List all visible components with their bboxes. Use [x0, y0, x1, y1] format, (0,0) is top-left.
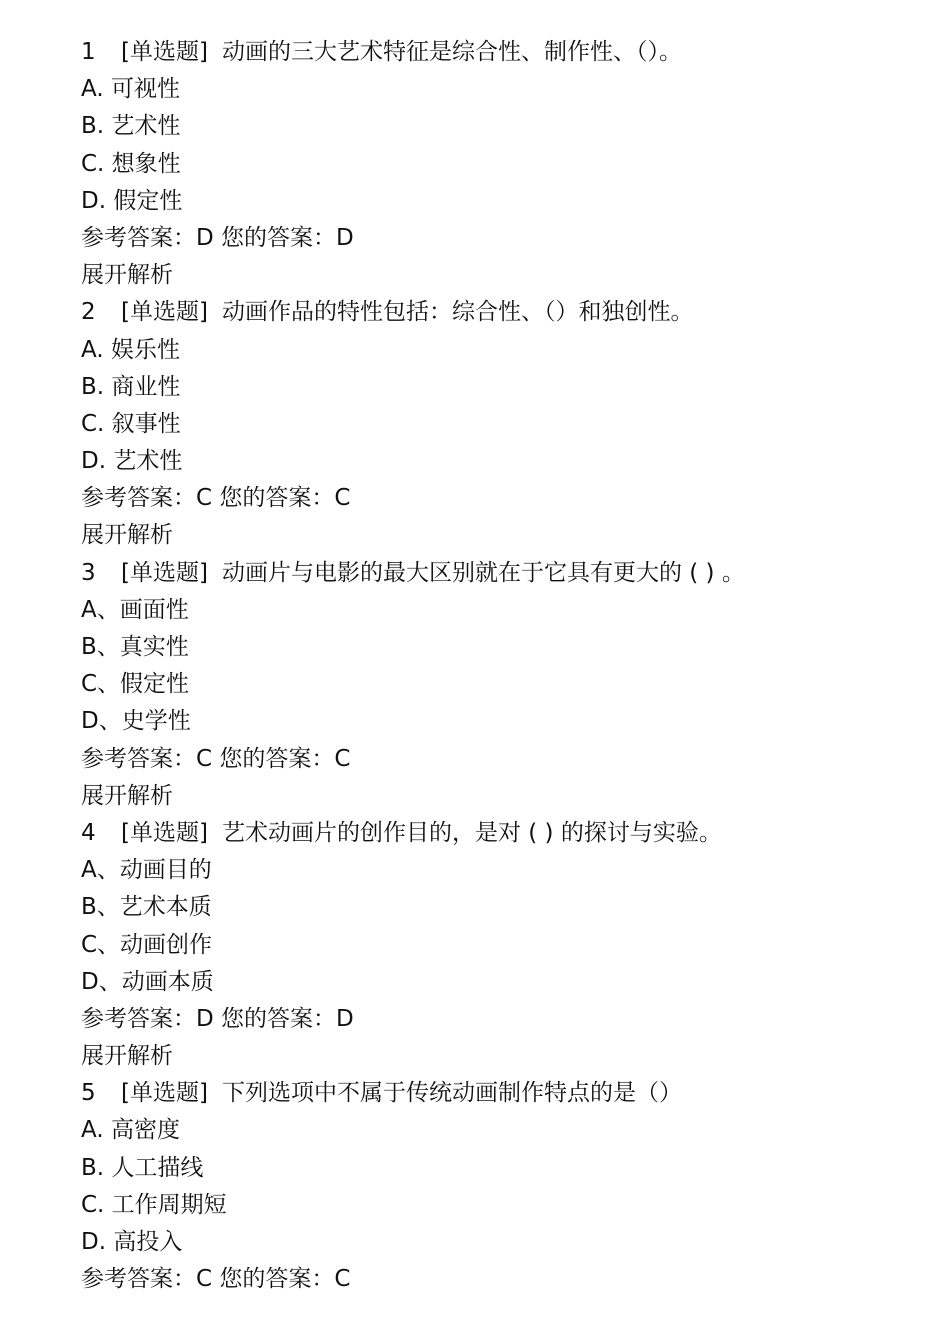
option-a[interactable]: A. 可视性: [81, 76, 180, 103]
question-4: [81, 815, 921, 1075]
option-d[interactable]: D. 高投入: [81, 1229, 183, 1255]
question-number: 2: [81, 299, 96, 326]
option-d[interactable]: D、史学性: [81, 708, 191, 735]
answer-line: 参考答案：D 您的答案：D: [81, 1005, 354, 1032]
option-c[interactable]: C. 叙事性: [81, 410, 181, 437]
option-c[interactable]: C. 工作周期短: [81, 1191, 227, 1218]
option-b[interactable]: B、艺术本质: [81, 894, 212, 921]
question-stem: [81, 815, 921, 852]
question-2: [81, 294, 921, 554]
expand-analysis-link[interactable]: 展开解析: [81, 782, 173, 809]
question-type: [单选题]: [121, 39, 208, 65]
option-c[interactable]: C. 想象性: [81, 150, 181, 177]
answer-line: 参考答案：C 您的答案：C: [81, 485, 351, 512]
option-a[interactable]: A. 高密度: [81, 1117, 180, 1144]
question-stem: [81, 555, 921, 592]
question-type: [单选题]: [121, 819, 208, 846]
option-a[interactable]: A、画面性: [81, 596, 189, 623]
question-type: [单选题]: [121, 559, 208, 586]
option-c[interactable]: C、动画创作: [81, 931, 213, 958]
question-type: [单选题]: [121, 299, 208, 326]
question-text: 动画作品的特性包括：综合性、（）和独创性。: [221, 299, 694, 326]
question-stem: [81, 34, 921, 71]
option-d[interactable]: D. 艺术性: [81, 448, 183, 475]
question-5: [81, 1075, 921, 1298]
answer-line: 参考答案：C 您的答案：C: [81, 745, 351, 772]
answer-line: 参考答案：D 您的答案：D: [81, 224, 354, 251]
question-number: 4: [81, 819, 96, 846]
expand-analysis-link[interactable]: 展开解析: [81, 522, 173, 549]
question-text: 动画的三大艺术特征是综合性、制作性、（）。: [221, 39, 682, 65]
option-b[interactable]: B. 人工描线: [81, 1154, 204, 1181]
question-stem: [81, 1075, 921, 1112]
option-c[interactable]: C、假定性: [81, 671, 190, 698]
option-b[interactable]: B. 艺术性: [81, 113, 181, 140]
question-3: [81, 555, 921, 815]
question-list: [81, 34, 921, 1298]
option-d[interactable]: D、动画本质: [81, 968, 214, 995]
answer-line: 参考答案：C 您的答案：C: [81, 1266, 351, 1293]
expand-analysis-link[interactable]: 展开解析: [81, 1043, 173, 1070]
option-d[interactable]: D. 假定性: [81, 187, 183, 214]
question-number: 3: [81, 559, 96, 586]
option-b[interactable]: B. 商业性: [81, 373, 181, 400]
expand-analysis-link[interactable]: 展开解析: [81, 262, 173, 289]
question-number: 5: [81, 1080, 96, 1107]
option-a[interactable]: A、动画目的: [81, 857, 212, 884]
option-b[interactable]: B、真实性: [81, 634, 189, 660]
question-stem: [81, 294, 921, 331]
question-number: 1: [81, 39, 96, 65]
question-text: 动画片与电影的最大区别就在于它具有更大的 ( ) 。: [221, 559, 745, 586]
question-type: [单选题]: [121, 1080, 208, 1107]
question-text: 艺术动画片的创作目的，是对 ( ) 的探讨与实验。: [221, 819, 722, 846]
option-a[interactable]: A. 娱乐性: [81, 336, 180, 363]
question-text: 下列选项中不属于传统动画制作特点的是（）: [221, 1080, 682, 1107]
question-1: [81, 34, 921, 294]
